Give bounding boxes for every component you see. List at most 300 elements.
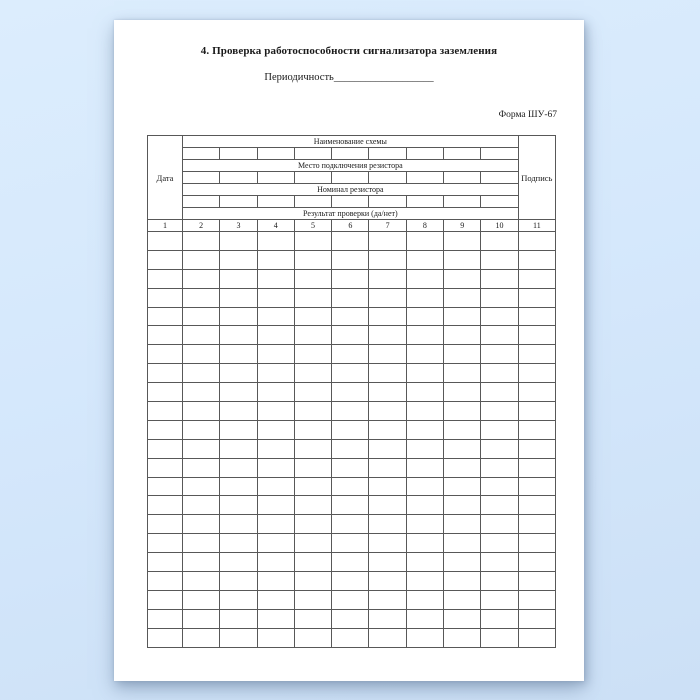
header-blank-cell xyxy=(481,196,518,208)
column-number-cell: 11 xyxy=(518,220,555,232)
body-cell xyxy=(406,477,443,496)
body-cell xyxy=(148,402,183,421)
body-cell xyxy=(444,515,481,534)
body-cell xyxy=(148,269,183,288)
header-blank-cell xyxy=(257,172,294,184)
body-cell xyxy=(444,477,481,496)
body-cell xyxy=(294,288,331,307)
header-blank-cell xyxy=(406,196,443,208)
body-cell xyxy=(148,439,183,458)
body-cell xyxy=(481,326,518,345)
body-cell xyxy=(332,307,369,326)
body-cell xyxy=(406,534,443,553)
body-cell xyxy=(220,515,257,534)
group-header-1: Наименование схемы xyxy=(183,136,519,148)
body-cell xyxy=(294,534,331,553)
body-cell xyxy=(406,496,443,515)
column-number-cell: 4 xyxy=(257,220,294,232)
form-table xyxy=(147,135,556,648)
header-blank-row xyxy=(148,172,556,184)
body-cell xyxy=(444,326,481,345)
periodicity-line: Периодичность___________________ xyxy=(264,72,434,83)
body-cell xyxy=(183,458,220,477)
body-cell xyxy=(257,250,294,269)
header-blank-cell xyxy=(406,172,443,184)
header-blank-cell xyxy=(220,172,257,184)
body-cell xyxy=(183,496,220,515)
header-blank-cell xyxy=(220,196,257,208)
body-cell xyxy=(332,383,369,402)
body-cell xyxy=(518,477,555,496)
document-sheet xyxy=(114,20,584,681)
body-cell xyxy=(257,439,294,458)
body-row xyxy=(148,288,556,307)
body-cell xyxy=(220,590,257,609)
body-cell xyxy=(369,609,406,628)
body-cell xyxy=(406,288,443,307)
body-cell xyxy=(332,515,369,534)
body-cell xyxy=(220,420,257,439)
body-cell xyxy=(332,364,369,383)
body-cell xyxy=(406,572,443,591)
body-cell xyxy=(444,420,481,439)
column-number-cell: 7 xyxy=(369,220,406,232)
header-group-row xyxy=(148,184,556,196)
header-blank-cell xyxy=(406,148,443,160)
body-cell xyxy=(148,477,183,496)
body-cell xyxy=(406,345,443,364)
column-number-cell: 9 xyxy=(444,220,481,232)
body-cell xyxy=(148,534,183,553)
header-blank-row xyxy=(148,148,556,160)
header-group-row xyxy=(148,208,556,220)
body-cell xyxy=(518,534,555,553)
form-code-label: Форма ШУ-67 xyxy=(498,110,557,120)
header-blank-cell xyxy=(294,172,331,184)
body-cell xyxy=(332,590,369,609)
body-cell xyxy=(183,553,220,572)
body-cell xyxy=(444,439,481,458)
body-cell xyxy=(481,439,518,458)
body-cell xyxy=(148,515,183,534)
body-cell xyxy=(220,232,257,251)
body-cell xyxy=(220,402,257,421)
body-cell xyxy=(183,609,220,628)
body-cell xyxy=(369,402,406,421)
body-cell xyxy=(406,515,443,534)
body-cell xyxy=(148,288,183,307)
body-cell xyxy=(220,345,257,364)
body-cell xyxy=(444,609,481,628)
body-cell xyxy=(518,458,555,477)
body-cell xyxy=(257,288,294,307)
body-cell xyxy=(444,269,481,288)
group-header-3: Номинал резистора xyxy=(183,184,519,196)
body-cell xyxy=(406,420,443,439)
body-cell xyxy=(332,628,369,647)
body-cell xyxy=(518,364,555,383)
body-cell xyxy=(481,534,518,553)
body-cell xyxy=(444,572,481,591)
body-cell xyxy=(369,250,406,269)
body-cell xyxy=(183,345,220,364)
body-cell xyxy=(444,402,481,421)
body-cell xyxy=(481,572,518,591)
body-cell xyxy=(332,269,369,288)
body-cell xyxy=(257,383,294,402)
body-cell xyxy=(294,364,331,383)
body-cell xyxy=(518,269,555,288)
body-cell xyxy=(183,307,220,326)
body-cell xyxy=(369,590,406,609)
body-cell xyxy=(183,477,220,496)
body-cell xyxy=(148,590,183,609)
body-cell xyxy=(148,364,183,383)
body-row xyxy=(148,232,556,251)
body-cell xyxy=(369,534,406,553)
body-cell xyxy=(257,345,294,364)
body-cell xyxy=(294,232,331,251)
body-cell xyxy=(406,307,443,326)
body-cell xyxy=(148,383,183,402)
body-cell xyxy=(332,534,369,553)
header-group-row xyxy=(148,136,556,148)
body-cell xyxy=(220,534,257,553)
body-cell xyxy=(518,250,555,269)
body-cell xyxy=(148,232,183,251)
body-cell xyxy=(481,364,518,383)
body-cell xyxy=(148,458,183,477)
body-cell xyxy=(481,496,518,515)
header-blank-cell xyxy=(369,148,406,160)
body-cell xyxy=(183,439,220,458)
header-blank-cell xyxy=(481,148,518,160)
body-cell xyxy=(444,288,481,307)
body-cell xyxy=(332,345,369,364)
body-cell xyxy=(183,288,220,307)
body-cell xyxy=(220,553,257,572)
body-cell xyxy=(369,496,406,515)
body-cell xyxy=(220,250,257,269)
body-row xyxy=(148,609,556,628)
body-cell xyxy=(444,496,481,515)
column-number-cell: 6 xyxy=(332,220,369,232)
body-cell xyxy=(444,364,481,383)
body-cell xyxy=(220,628,257,647)
body-cell xyxy=(220,383,257,402)
body-cell xyxy=(220,496,257,515)
header-blank-cell xyxy=(257,148,294,160)
body-cell xyxy=(369,420,406,439)
body-cell xyxy=(257,534,294,553)
body-cell xyxy=(332,496,369,515)
body-cell xyxy=(406,590,443,609)
header-blank-cell xyxy=(294,148,331,160)
body-cell xyxy=(369,477,406,496)
body-cell xyxy=(294,477,331,496)
body-cell xyxy=(518,590,555,609)
header-blank-cell xyxy=(183,196,220,208)
body-cell xyxy=(481,477,518,496)
body-cell xyxy=(220,364,257,383)
body-cell xyxy=(481,553,518,572)
body-cell xyxy=(444,628,481,647)
header-blank-cell xyxy=(444,196,481,208)
body-cell xyxy=(518,515,555,534)
body-cell xyxy=(332,232,369,251)
body-cell xyxy=(332,609,369,628)
body-cell xyxy=(220,609,257,628)
body-cell xyxy=(294,572,331,591)
body-cell xyxy=(444,383,481,402)
body-cell xyxy=(257,572,294,591)
body-cell xyxy=(481,420,518,439)
body-cell xyxy=(257,496,294,515)
body-cell xyxy=(220,477,257,496)
body-cell xyxy=(183,269,220,288)
date-column-header: Дата xyxy=(148,136,183,220)
body-row xyxy=(148,383,556,402)
body-cell xyxy=(406,628,443,647)
body-cell xyxy=(332,288,369,307)
body-cell xyxy=(332,572,369,591)
body-row xyxy=(148,420,556,439)
body-cell xyxy=(148,628,183,647)
column-number-cell: 2 xyxy=(183,220,220,232)
body-cell xyxy=(294,269,331,288)
body-cell xyxy=(369,439,406,458)
column-number-cell: 3 xyxy=(220,220,257,232)
body-cell xyxy=(148,496,183,515)
column-number-row xyxy=(148,220,556,232)
body-cell xyxy=(481,458,518,477)
body-cell xyxy=(332,420,369,439)
body-cell xyxy=(369,326,406,345)
body-row xyxy=(148,477,556,496)
header-blank-cell xyxy=(369,196,406,208)
body-cell xyxy=(183,572,220,591)
body-cell xyxy=(481,288,518,307)
body-cell xyxy=(406,439,443,458)
body-cell xyxy=(406,383,443,402)
document-title: 4. Проверка работоспособности сигнализатора заземления xyxy=(200,45,498,57)
body-cell xyxy=(406,250,443,269)
body-cell xyxy=(148,307,183,326)
body-cell xyxy=(481,628,518,647)
body-cell xyxy=(481,383,518,402)
body-cell xyxy=(220,269,257,288)
body-cell xyxy=(257,269,294,288)
body-cell xyxy=(294,458,331,477)
body-cell xyxy=(220,458,257,477)
body-cell xyxy=(294,307,331,326)
header-blank-cell xyxy=(220,148,257,160)
body-row xyxy=(148,515,556,534)
body-cell xyxy=(294,439,331,458)
body-cell xyxy=(406,364,443,383)
body-cell xyxy=(406,326,443,345)
body-cell xyxy=(220,439,257,458)
body-cell xyxy=(518,383,555,402)
body-cell xyxy=(332,458,369,477)
signature-column-header: Подпись xyxy=(518,136,555,220)
body-cell xyxy=(294,515,331,534)
body-cell xyxy=(183,364,220,383)
body-row xyxy=(148,458,556,477)
body-cell xyxy=(220,288,257,307)
body-cell xyxy=(444,553,481,572)
body-row xyxy=(148,553,556,572)
body-cell xyxy=(294,345,331,364)
body-cell xyxy=(332,439,369,458)
body-cell xyxy=(518,609,555,628)
body-cell xyxy=(369,458,406,477)
body-cell xyxy=(406,553,443,572)
body-cell xyxy=(257,420,294,439)
body-cell xyxy=(332,402,369,421)
column-number-cell: 10 xyxy=(481,220,518,232)
body-cell xyxy=(183,383,220,402)
body-row xyxy=(148,402,556,421)
body-cell xyxy=(481,402,518,421)
column-number-cell: 1 xyxy=(148,220,183,232)
body-row xyxy=(148,345,556,364)
header-blank-cell xyxy=(183,148,220,160)
body-cell xyxy=(220,572,257,591)
body-cell xyxy=(369,628,406,647)
body-cell xyxy=(518,232,555,251)
body-cell xyxy=(518,496,555,515)
group-header-2: Место подключения резистора xyxy=(183,160,519,172)
body-cell xyxy=(257,590,294,609)
body-cell xyxy=(481,590,518,609)
body-cell xyxy=(481,250,518,269)
body-row xyxy=(148,628,556,647)
body-cell xyxy=(369,307,406,326)
body-cell xyxy=(369,364,406,383)
body-cell xyxy=(220,326,257,345)
body-cell xyxy=(369,345,406,364)
body-cell xyxy=(481,515,518,534)
body-row xyxy=(148,496,556,515)
body-row xyxy=(148,572,556,591)
body-cell xyxy=(294,590,331,609)
body-cell xyxy=(406,609,443,628)
body-cell xyxy=(518,420,555,439)
body-cell xyxy=(369,269,406,288)
body-cell xyxy=(369,232,406,251)
body-cell xyxy=(294,402,331,421)
header-blank-cell xyxy=(257,196,294,208)
body-cell xyxy=(148,250,183,269)
body-cell xyxy=(183,402,220,421)
body-cell xyxy=(369,572,406,591)
body-row xyxy=(148,269,556,288)
body-cell xyxy=(183,515,220,534)
body-cell xyxy=(518,439,555,458)
body-cell xyxy=(518,572,555,591)
body-row xyxy=(148,250,556,269)
body-cell xyxy=(444,345,481,364)
body-cell xyxy=(257,477,294,496)
body-cell xyxy=(257,326,294,345)
header-blank-cell xyxy=(332,172,369,184)
body-cell xyxy=(183,590,220,609)
body-cell xyxy=(183,250,220,269)
body-cell xyxy=(183,232,220,251)
body-cell xyxy=(183,326,220,345)
body-cell xyxy=(257,402,294,421)
body-cell xyxy=(406,232,443,251)
body-cell xyxy=(257,458,294,477)
body-cell xyxy=(518,402,555,421)
body-cell xyxy=(148,572,183,591)
body-cell xyxy=(481,307,518,326)
body-row xyxy=(148,326,556,345)
body-cell xyxy=(332,553,369,572)
body-cell xyxy=(406,402,443,421)
body-cell xyxy=(518,307,555,326)
header-blank-cell xyxy=(332,196,369,208)
body-cell xyxy=(369,553,406,572)
body-cell xyxy=(369,383,406,402)
body-cell xyxy=(444,250,481,269)
body-cell xyxy=(518,553,555,572)
body-cell xyxy=(183,534,220,553)
body-cell xyxy=(183,420,220,439)
header-blank-cell xyxy=(444,172,481,184)
body-cell xyxy=(481,345,518,364)
body-cell xyxy=(406,269,443,288)
body-cell xyxy=(257,515,294,534)
body-row xyxy=(148,439,556,458)
body-cell xyxy=(444,458,481,477)
body-row xyxy=(148,364,556,383)
header-blank-cell xyxy=(369,172,406,184)
body-cell xyxy=(444,590,481,609)
body-cell xyxy=(220,307,257,326)
header-blank-cell xyxy=(332,148,369,160)
body-cell xyxy=(294,420,331,439)
body-cell xyxy=(183,628,220,647)
body-cell xyxy=(518,345,555,364)
body-cell xyxy=(294,326,331,345)
group-header-4: Результат проверки (да/нет) xyxy=(183,208,519,220)
body-cell xyxy=(444,232,481,251)
body-cell xyxy=(257,364,294,383)
body-cell xyxy=(444,307,481,326)
body-cell xyxy=(332,326,369,345)
body-cell xyxy=(148,345,183,364)
body-cell xyxy=(257,232,294,251)
body-cell xyxy=(294,628,331,647)
body-cell xyxy=(148,553,183,572)
body-cell xyxy=(257,307,294,326)
body-cell xyxy=(481,609,518,628)
body-cell xyxy=(518,628,555,647)
header-blank-cell xyxy=(183,172,220,184)
body-cell xyxy=(148,420,183,439)
column-number-cell: 5 xyxy=(294,220,331,232)
body-cell xyxy=(294,383,331,402)
body-cell xyxy=(518,288,555,307)
body-row xyxy=(148,534,556,553)
column-number-cell: 8 xyxy=(406,220,443,232)
body-cell xyxy=(148,326,183,345)
body-cell xyxy=(257,553,294,572)
body-cell xyxy=(294,553,331,572)
header-blank-row xyxy=(148,196,556,208)
